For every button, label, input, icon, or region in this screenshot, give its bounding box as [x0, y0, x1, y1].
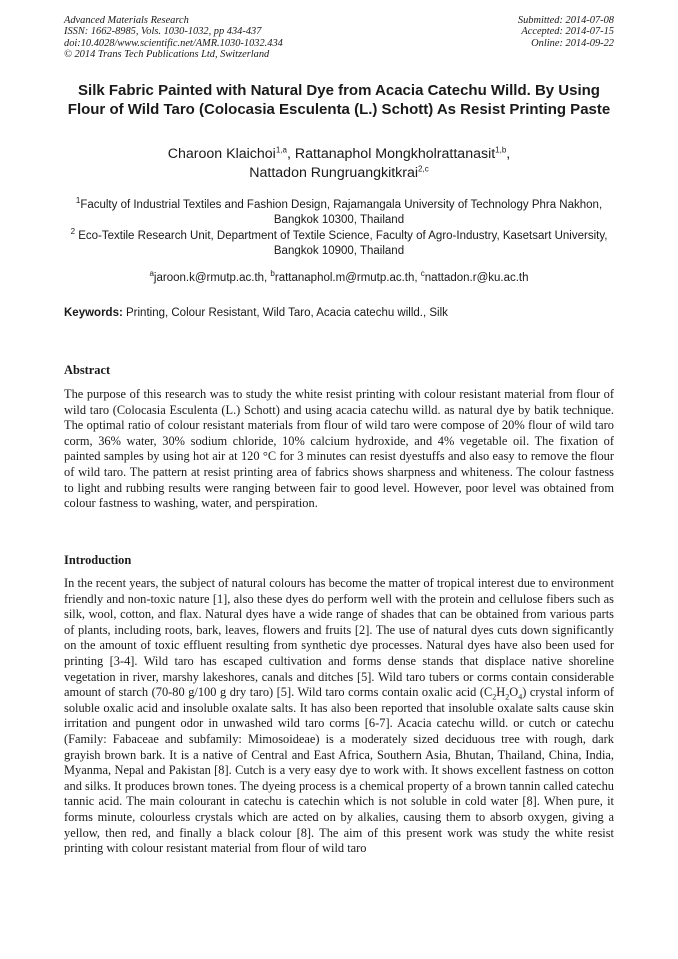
author-emails: $^a$jaroon.k@rmutp.ac.th, $^b$rattanaphol.m@rmutp.ac.th, $^c$nattadon.r@ku.ac.th	[149, 269, 529, 284]
affiliations	[64, 198, 614, 260]
email-link: rattanaphol.m@rmutp.ac.th,	[274, 272, 421, 284]
author-affil-sup: 2,c	[418, 164, 429, 174]
journal-issn: ISSN: 1662-8985, Vols. 1030-1032, pp 434-437	[64, 26, 262, 38]
affiliation-1: $^1$Faculty of Industrial Textiles and Fashion Design, Rajamangala University of Technology Phra Nakhon, Bangkok 10300, Thailand	[75, 196, 603, 227]
submission-dates	[518, 15, 614, 61]
author-name: Charoon Klaichoi	[167, 146, 276, 162]
journal-header	[64, 15, 614, 61]
journal-name: Advanced Materials Research	[64, 15, 189, 26]
email-link: nattadon.r@ku.ac.th	[424, 272, 529, 284]
abstract-text: The purpose of this research was to study the white resist printing with colour resistant material from flour of wild taro (Colocasia Esculenta (L.) Schott) and using acacia catechu willd. as natural dye by batik technique. The optimal ratio of colour resistant materials from flour of wild taro were compose of 20% flour of wild taro corm, 36% water, 30% sodium chloride, 10% calcium hydroxide, and 4% vegetable oil. The fixation of painted samples by using hot air at 120 °C for 3 minutes can resist dyestuffs and also easy to remove the flour of wild taro. The pattern at resist printing area of fabrics shows sharpness and whiteness. The colour fastness to light and rubbing results were ranging between fair to good level. However, poor level was obtained from colour fastness to washing, water, and perspiration.	[64, 387, 614, 511]
submitted-date: Submitted: 2014-07-08	[517, 15, 614, 26]
journal-info	[64, 15, 283, 61]
introduction-text: In the recent years, the subject of natural colours has become the matter of tropical interest due to environment friendly and non-toxic nature [1], also these dyes do perform well with the protein and cellulose fibers such as silk, wool, cotton, and flax. Natural dyes have a wide range of shades that can be obtained from various parts of plants, including roots, bark, leaves, flowers and fruits [2]. The use of natural dyes cuts down significantly on the amount of toxic effluent resulting from synthetic dye processes. Natural dyes have also been used for printing [3-4]. Wild taro has escaped cultivation and forms dense stands that displace native shoreline vegetation in river, marshy lakeshores, canals and ditches [5]. Wild taro tubers or corms contain considerable amount of starch (70-80 g/100 g dry taro) [5]. Wild taro corms contain oxalic acid $(C_2H_2O_4)$ crystal inform of soluble oxalic acid and insoluble oxalate salts. It has also been reported that insoluble oxalate salts cause skin irritation and pungent odor in unwashed wild taro corms [6-7]. Acacia catechu willd. or cutch or catechu (Family: Fabaceae and subfamily: Mimosoideae) is a moderately sized deciduous tree with rough, dark grayish brown bark. It is a native of Central and East Africa, Southern Asia, Bhutan, Thailand, China, India, Myanma, Nepal and Pakistan [8]. Cutch is a very easy dye to work with. It shows excellent fastness on cotton and silks. It produces brown tones. The dyeing process is a chemical property of a brown tannin called catechu tannic acid. The main colourant in catechu is catechin which is not soluble in cold water [8]. When pure, it forms minute, colourless crystals which are acted on by alkalies, causing them to absorb oxygen, giving a yellow, then red, and finally a black colour [8]. The aim of this present work was study the white resist printing with colour resistant material from flour of wild taro	[64, 576, 614, 856]
accepted-date: Accepted: 2014-07-15	[521, 26, 614, 38]
keywords	[64, 306, 614, 321]
affiliation-2: $^2$ Eco-Textile Research Unit, Department of Textile Science, Faculty of Agro-Industry, Kasetsart University, Bangkok 10900, Thailand	[70, 226, 608, 258]
journal-doi: doi:10.4028/www.scientific.net/AMR.1030-1032.434	[64, 37, 283, 49]
keywords-label: Keywords:	[64, 307, 123, 319]
online-date: Online: 2014-09-22	[531, 37, 614, 49]
paper-title: Silk Fabric Painted with Natural Dye from Acacia Catechu Willd. By Using Flour of Wild Taro (Colocasia Esculenta (L.) Schott) As Resist Printing Paste	[67, 82, 611, 118]
author-name: Nattadon Rungruangkitkrai	[249, 165, 419, 181]
author-list: Charoon Klaichoi$^{1,a}$, Rattanaphol Mongkholrattanasit$^{1,b}$, Nattadon Rungruangkitkrai$^{2,c}$	[167, 145, 511, 181]
journal-copyright: © 2014 Trans Tech Publications Ltd, Switzerland	[64, 49, 270, 61]
email-link: jaroon.k@rmutp.ac.th,	[153, 272, 271, 284]
author-name: Rattanaphol Mongkholrattanasit	[294, 146, 496, 162]
abstract-heading: Abstract	[64, 363, 111, 377]
author-affil-sup: 1,a	[275, 145, 287, 155]
introduction-heading: Introduction	[64, 553, 132, 567]
author-affil-sup: 1,b	[495, 145, 507, 155]
keywords-text: Printing, Colour Resistant, Wild Taro, Acacia catechu willd., Silk	[122, 307, 448, 319]
